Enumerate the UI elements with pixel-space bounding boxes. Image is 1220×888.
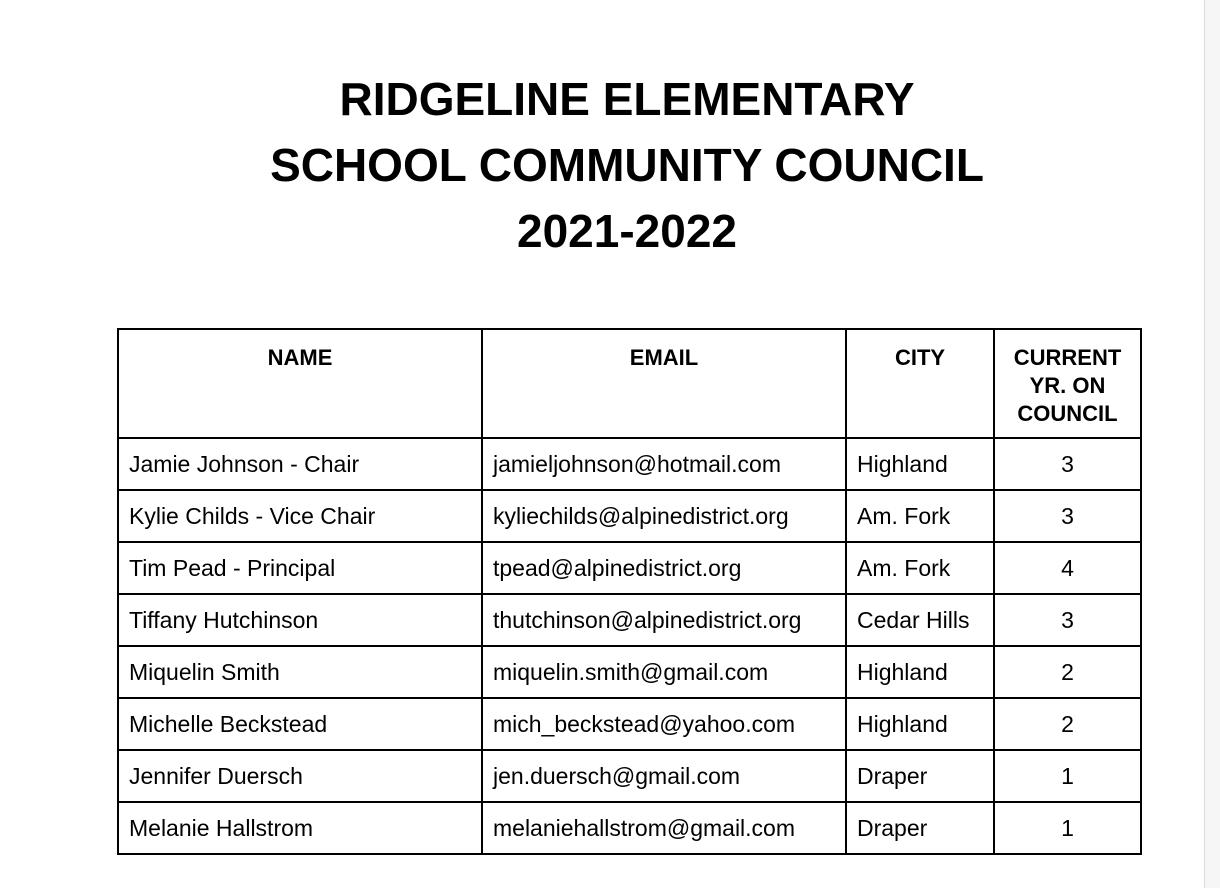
member-email: kyliechilds@alpinedistrict.org <box>482 490 846 542</box>
table-row <box>118 542 1141 594</box>
table-row <box>118 646 1141 698</box>
member-city: Highland <box>846 646 994 698</box>
table-header-row <box>118 329 1141 438</box>
table-row <box>118 438 1141 490</box>
member-name: Miquelin Smith <box>118 646 482 698</box>
member-name: Tiffany Hutchinson <box>118 594 482 646</box>
member-year: 1 <box>994 802 1141 854</box>
member-year: 3 <box>994 490 1141 542</box>
member-year: 3 <box>994 594 1141 646</box>
member-name: Melanie Hallstrom <box>118 802 482 854</box>
member-city: Highland <box>846 698 994 750</box>
table-row <box>118 490 1141 542</box>
table-row <box>118 750 1141 802</box>
member-year: 1 <box>994 750 1141 802</box>
member-year: 3 <box>994 438 1141 490</box>
member-email: tpead@alpinedistrict.org <box>482 542 846 594</box>
member-name: Jennifer Duersch <box>118 750 482 802</box>
table-row <box>118 698 1141 750</box>
member-name: Tim Pead - Principal <box>118 542 482 594</box>
header-year-line: CURRENT <box>1013 345 1122 370</box>
member-name: Kylie Childs - Vice Chair <box>118 490 482 542</box>
member-city: Draper <box>846 750 994 802</box>
document-title <box>0 66 1220 264</box>
header-year-line: YR. ON <box>1029 373 1106 398</box>
member-email: jen.duersch@gmail.com <box>482 750 846 802</box>
member-city: Cedar Hills <box>846 594 994 646</box>
member-name: Michelle Beckstead <box>118 698 482 750</box>
scrollbar-track[interactable] <box>1204 0 1220 888</box>
table-row <box>118 594 1141 646</box>
member-city: Highland <box>846 438 994 490</box>
member-email: jamieljohnson@hotmail.com <box>482 438 846 490</box>
member-email: miquelin.smith@gmail.com <box>482 646 846 698</box>
member-year: 2 <box>994 698 1141 750</box>
member-email: mich_beckstead@yahoo.com <box>482 698 846 750</box>
table-row <box>118 802 1141 854</box>
member-city: Am. Fork <box>846 490 994 542</box>
header-current-year <box>994 329 1141 438</box>
member-year: 4 <box>994 542 1141 594</box>
title-line-school: RIDGELINE ELEMENTARY <box>339 73 915 125</box>
member-email: melaniehallstrom@gmail.com <box>482 802 846 854</box>
header-year-line: COUNCIL <box>1017 401 1118 426</box>
member-year: 2 <box>994 646 1141 698</box>
member-email: thutchinson@alpinedistrict.org <box>482 594 846 646</box>
council-members-table <box>117 328 1142 855</box>
member-name: Jamie Johnson - Chair <box>118 438 482 490</box>
header-name: NAME <box>118 329 482 438</box>
header-email: EMAIL <box>482 329 846 438</box>
title-line-year: 2021-2022 <box>517 205 737 257</box>
member-city: Am. Fork <box>846 542 994 594</box>
member-city: Draper <box>846 802 994 854</box>
title-line-council: SCHOOL COMMUNITY COUNCIL <box>270 139 984 191</box>
header-city: CITY <box>846 329 994 438</box>
